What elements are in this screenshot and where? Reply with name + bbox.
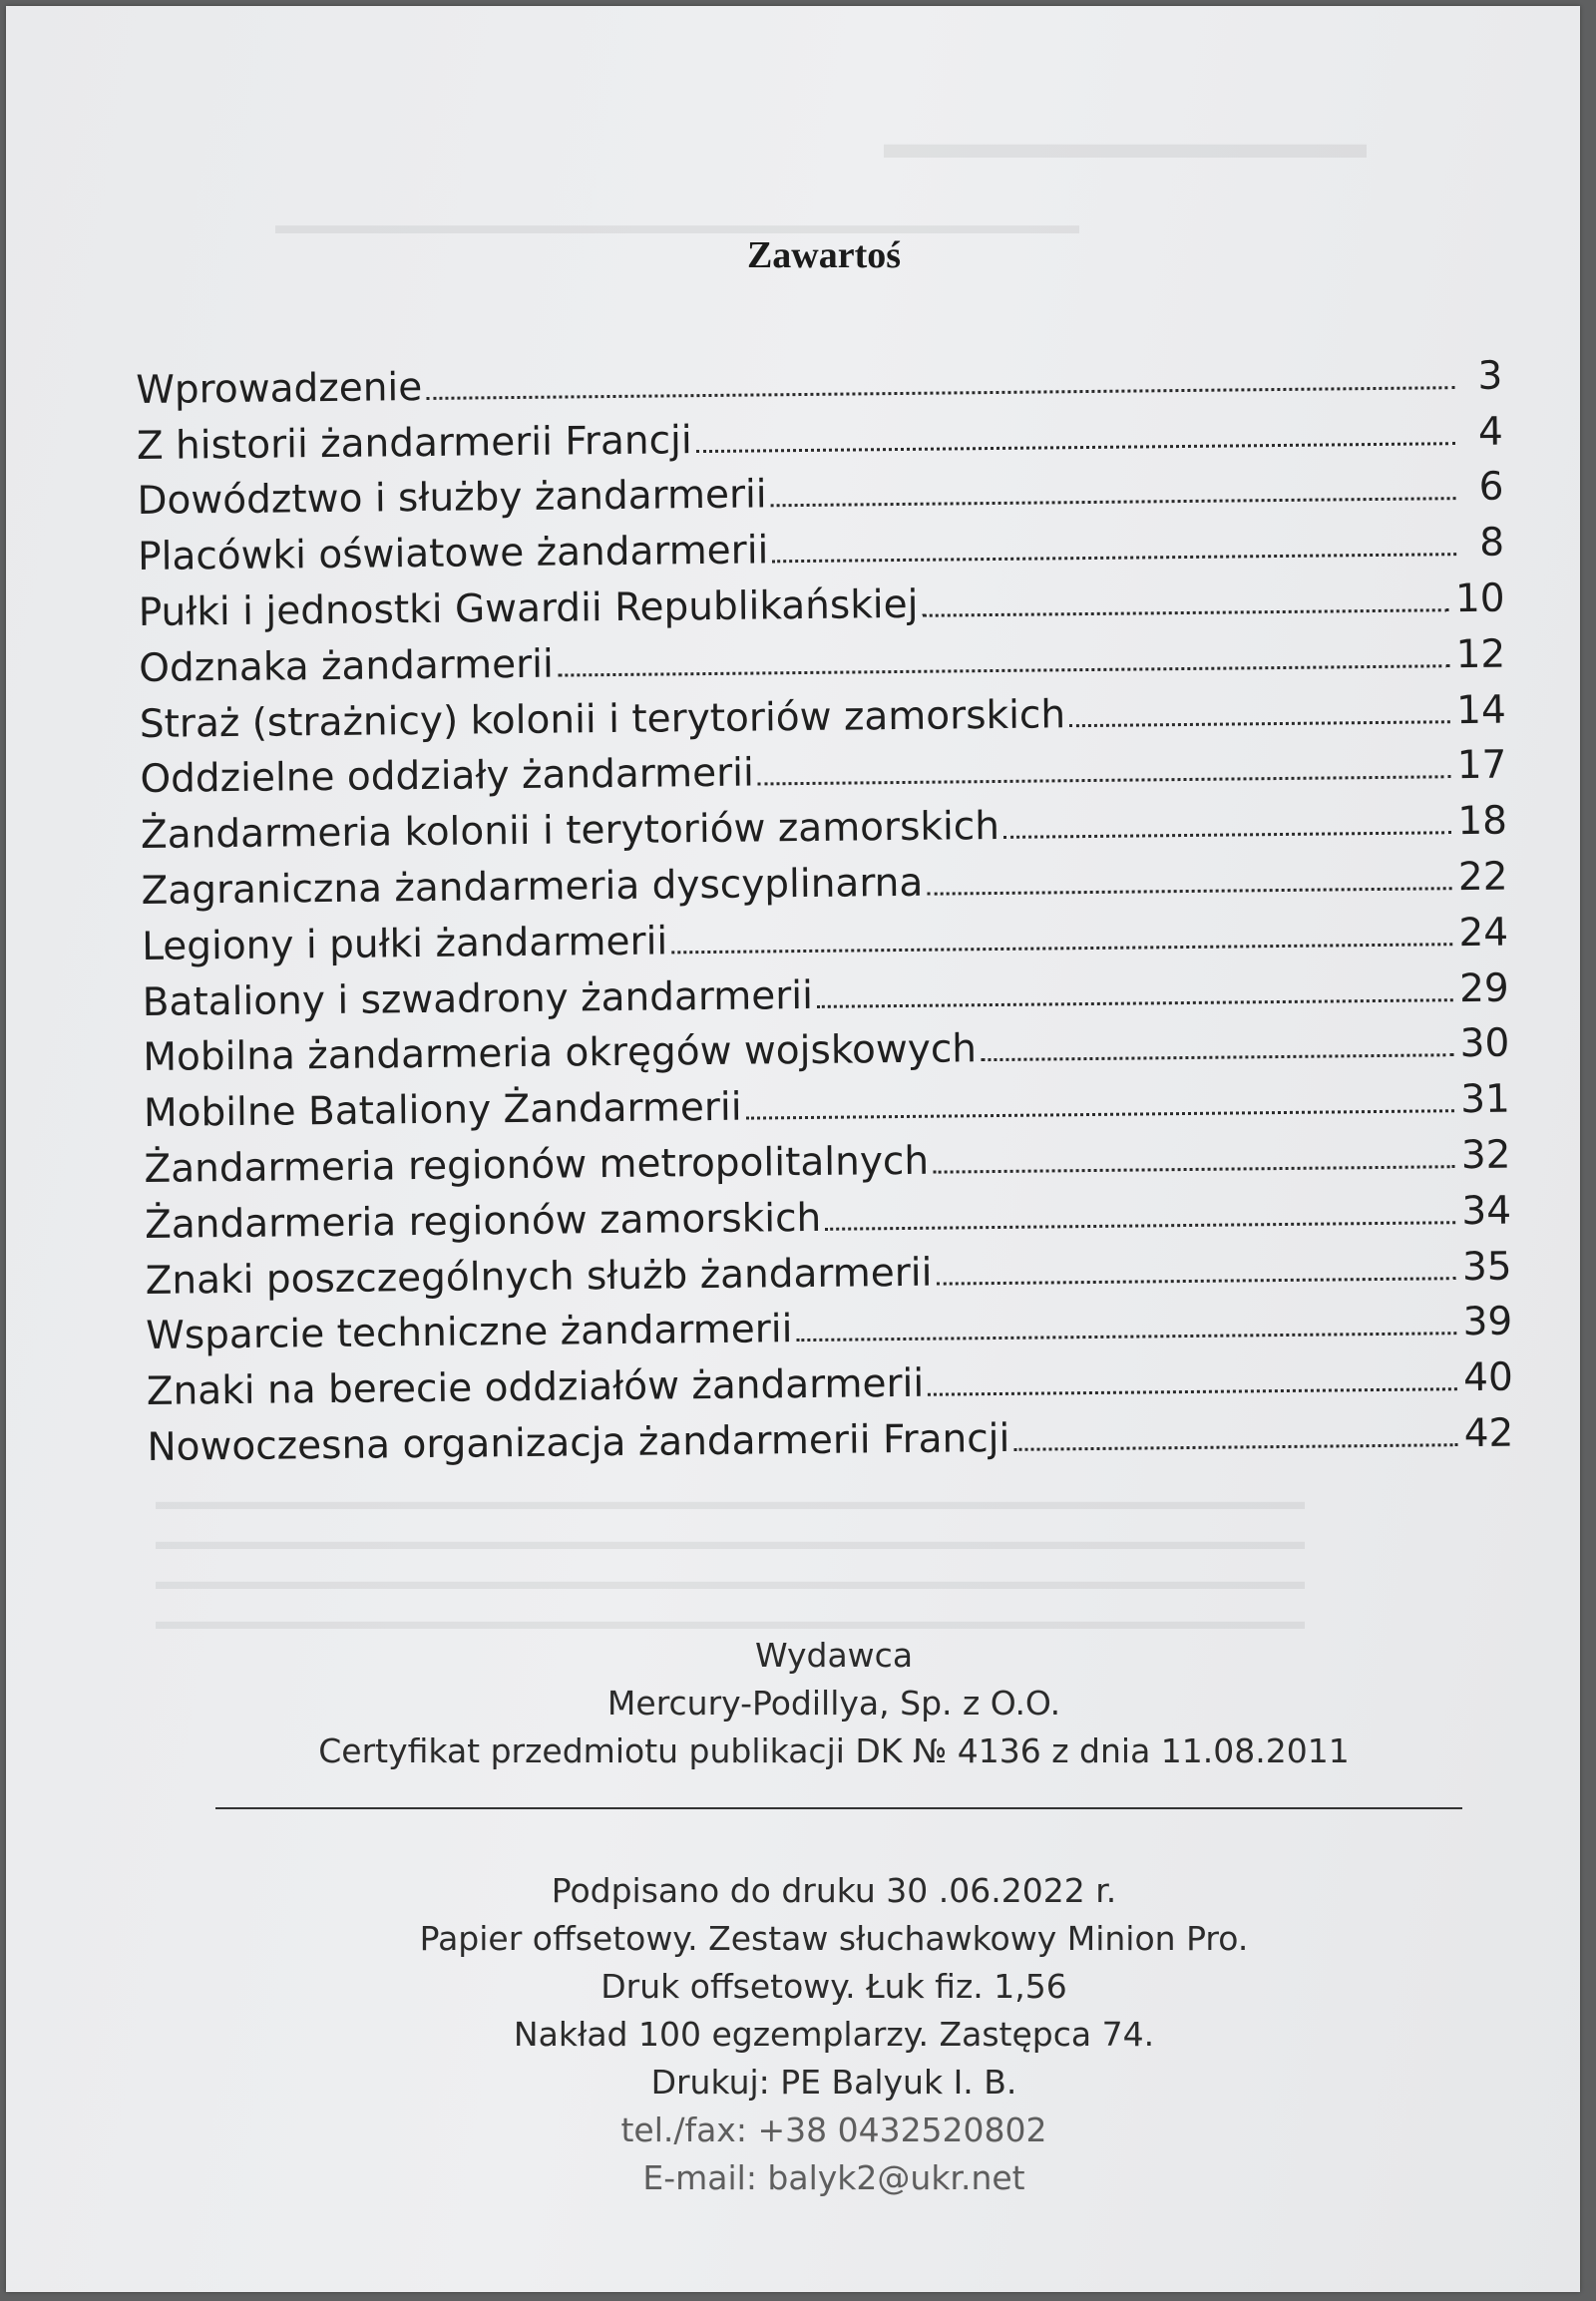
toc-entry-page: 6 xyxy=(1478,465,1504,511)
toc-entry-page: 18 xyxy=(1457,798,1508,845)
printer-phone: tel./fax: +38 0432520802 xyxy=(620,2110,1047,2149)
print-info: Druk offsetowy. Łuk fiz. 1,56 xyxy=(600,1967,1067,2006)
toc-entry-page: 39 xyxy=(1462,1299,1513,1345)
toc-entry-page: 29 xyxy=(1458,965,1509,1011)
toc-entry-page: 10 xyxy=(1454,575,1505,622)
toc-entry-page: 32 xyxy=(1460,1132,1511,1179)
toc-leader-dots xyxy=(426,386,1454,400)
toc-entry-title: Odznaka żandarmerii xyxy=(139,641,555,691)
toc-entry-page: 34 xyxy=(1461,1188,1512,1234)
toc-leader-dots xyxy=(771,498,1456,508)
toc-entry-title: Znaki poszczególnych służb żandarmerii xyxy=(145,1250,933,1304)
table-of-contents xyxy=(136,343,1514,1470)
toc-entry-page: 31 xyxy=(1459,1076,1511,1123)
divider-line xyxy=(215,1807,1462,1809)
toc-leader-dots xyxy=(772,553,1456,563)
show-through-heading: ▬▬▬▬▬▬▬▬▬▬▬ xyxy=(884,119,1367,168)
toc-entry-title: Mobilna żandarmeria okręgów wojskowych xyxy=(143,1026,978,1081)
toc-entry-title: Zagraniczna żandarmeria dyscyplinarna xyxy=(141,860,924,914)
toc-entry-title: Mobilne Bataliony Żandarmerii xyxy=(143,1084,742,1137)
printer-email: E-mail: balyk2@ukr.net xyxy=(642,2158,1025,2197)
toc-leader-dots xyxy=(825,1221,1455,1231)
show-through-block: ▬▬▬▬▬▬▬▬▬▬▬▬▬▬▬▬▬▬▬▬▬▬▬▬▬▬▬▬▬▬▬▬▬▬▬▬▬▬▬▬▬▬▬▬▬▬▬▬ ▬▬▬▬▬▬▬▬▬▬▬▬▬▬▬▬▬▬▬▬▬▬▬▬▬▬▬▬▬▬▬▬▬▬▬▬▬▬▬▬▬▬▬▬▬▬▬▬ ▬▬▬▬▬▬▬▬▬▬▬▬▬▬▬▬▬▬▬▬▬▬▬▬▬▬▬▬▬▬▬▬▬▬▬▬▬▬▬▬▬▬▬▬▬▬▬▬ ▬▬▬▬▬▬▬▬▬▬▬▬▬▬▬▬▬▬▬▬▬▬▬▬▬▬▬▬▬▬▬▬▬▬▬▬▬▬▬▬▬▬▬▬▬▬▬▬ xyxy=(156,1489,1305,1635)
toc-entry-page: 12 xyxy=(1455,631,1506,677)
toc-entry-title: Wsparcie techniczne żandarmerii xyxy=(146,1307,793,1359)
toc-entry-title: Pułki i jednostki Gwardii Republikańskiej xyxy=(138,581,919,635)
toc-entry-title: Żandarmeria kolonii i terytoriów zamorskich xyxy=(140,804,1000,859)
show-through-line: ▬▬▬▬▬▬▬▬▬▬▬▬▬▬▬▬▬▬▬▬▬▬▬▬▬▬▬▬▬▬▬ xyxy=(275,210,1079,239)
toc-entry-title: Placówki oświatowe żandarmerii xyxy=(137,528,769,580)
toc-leader-dots xyxy=(696,442,1455,453)
toc-entry-page: 22 xyxy=(1457,854,1508,901)
toc-entry-page: 35 xyxy=(1461,1244,1512,1290)
toc-entry-title: Wprowadzenie xyxy=(136,364,423,413)
toc-leader-dots xyxy=(923,608,1450,617)
toc-entry-page: 17 xyxy=(1456,743,1507,789)
publisher-name: Mercury-Podillya, Sp. z O.O. xyxy=(606,1684,1061,1723)
printer-name: Drukuj: PE Balyuk I. B. xyxy=(650,2063,1017,2102)
toc-leader-dots xyxy=(558,664,1450,676)
toc-entry-page: 40 xyxy=(1462,1354,1514,1401)
toc-leader-dots xyxy=(671,943,1452,954)
toc-leader-dots xyxy=(817,998,1453,1008)
document-page xyxy=(6,6,1580,2292)
toc-leader-dots xyxy=(1003,831,1451,839)
toc-entry-page: 24 xyxy=(1458,910,1509,956)
toc-entry-title: Żandarmeria regionów metropolitalnych xyxy=(144,1138,930,1192)
publication-certificate: Certyfikat przedmiotu publikacji DK № 4136 z dnia 11.08.2011 xyxy=(318,1731,1350,1770)
toc-entry-page: 8 xyxy=(1478,520,1505,567)
paper-info: Papier offsetowy. Zestaw słuchawkowy Minion Pro. xyxy=(419,1919,1249,1958)
toc-entry-title: Z historii żandarmerii Francji xyxy=(136,417,692,469)
toc-leader-dots xyxy=(797,1333,1457,1342)
toc-entry-page: 30 xyxy=(1459,1020,1510,1067)
print-run: Nakład 100 egzemplarzy. Zastępca 74. xyxy=(513,2015,1155,2054)
toc-entry-page: 42 xyxy=(1463,1410,1514,1457)
toc-leader-dots xyxy=(927,887,1452,896)
toc-entry-title: Oddzielne oddziały żandarmerii xyxy=(140,750,755,803)
toc-entry-title: Legiony i pułki żandarmerii xyxy=(141,919,668,969)
toc-leader-dots xyxy=(746,1109,1455,1119)
toc-entry-title: Nowoczesna organizacja żandarmerii Francji xyxy=(147,1415,1010,1470)
toc-entry-title: Dowództwo i służby żandarmerii xyxy=(137,472,767,525)
publisher-label: Wydawca xyxy=(754,1636,914,1675)
toc-leader-dots xyxy=(981,1054,1454,1062)
imprint-block xyxy=(6,1867,1580,2202)
toc-heading: Zawartoś xyxy=(746,234,902,276)
toc-entry-title: Znaki na berecie oddziałów żandarmerii xyxy=(146,1360,925,1415)
publisher-block xyxy=(6,1632,1580,1775)
signed-for-print: Podpisano do druku 30 .06.2022 r. xyxy=(551,1871,1117,1910)
toc-leader-dots xyxy=(928,1387,1457,1396)
toc-leader-dots xyxy=(937,1277,1457,1285)
toc-entry-page: 14 xyxy=(1455,687,1507,733)
toc-entry-title: Bataliony i szwadrony żandarmerii xyxy=(142,972,814,1025)
toc-entry-title: Straż (strażnicy) kolonii i terytoriów zamorskich xyxy=(139,691,1066,747)
toc-leader-dots xyxy=(1013,1443,1457,1451)
toc-entry-title: Żandarmeria regionów zamorskich xyxy=(144,1195,822,1248)
toc-entry-page: 4 xyxy=(1477,409,1504,455)
toc-leader-dots xyxy=(1069,720,1450,727)
toc-entry-page: 3 xyxy=(1477,353,1503,399)
toc-leader-dots xyxy=(933,1165,1455,1173)
toc-leader-dots xyxy=(758,776,1451,786)
